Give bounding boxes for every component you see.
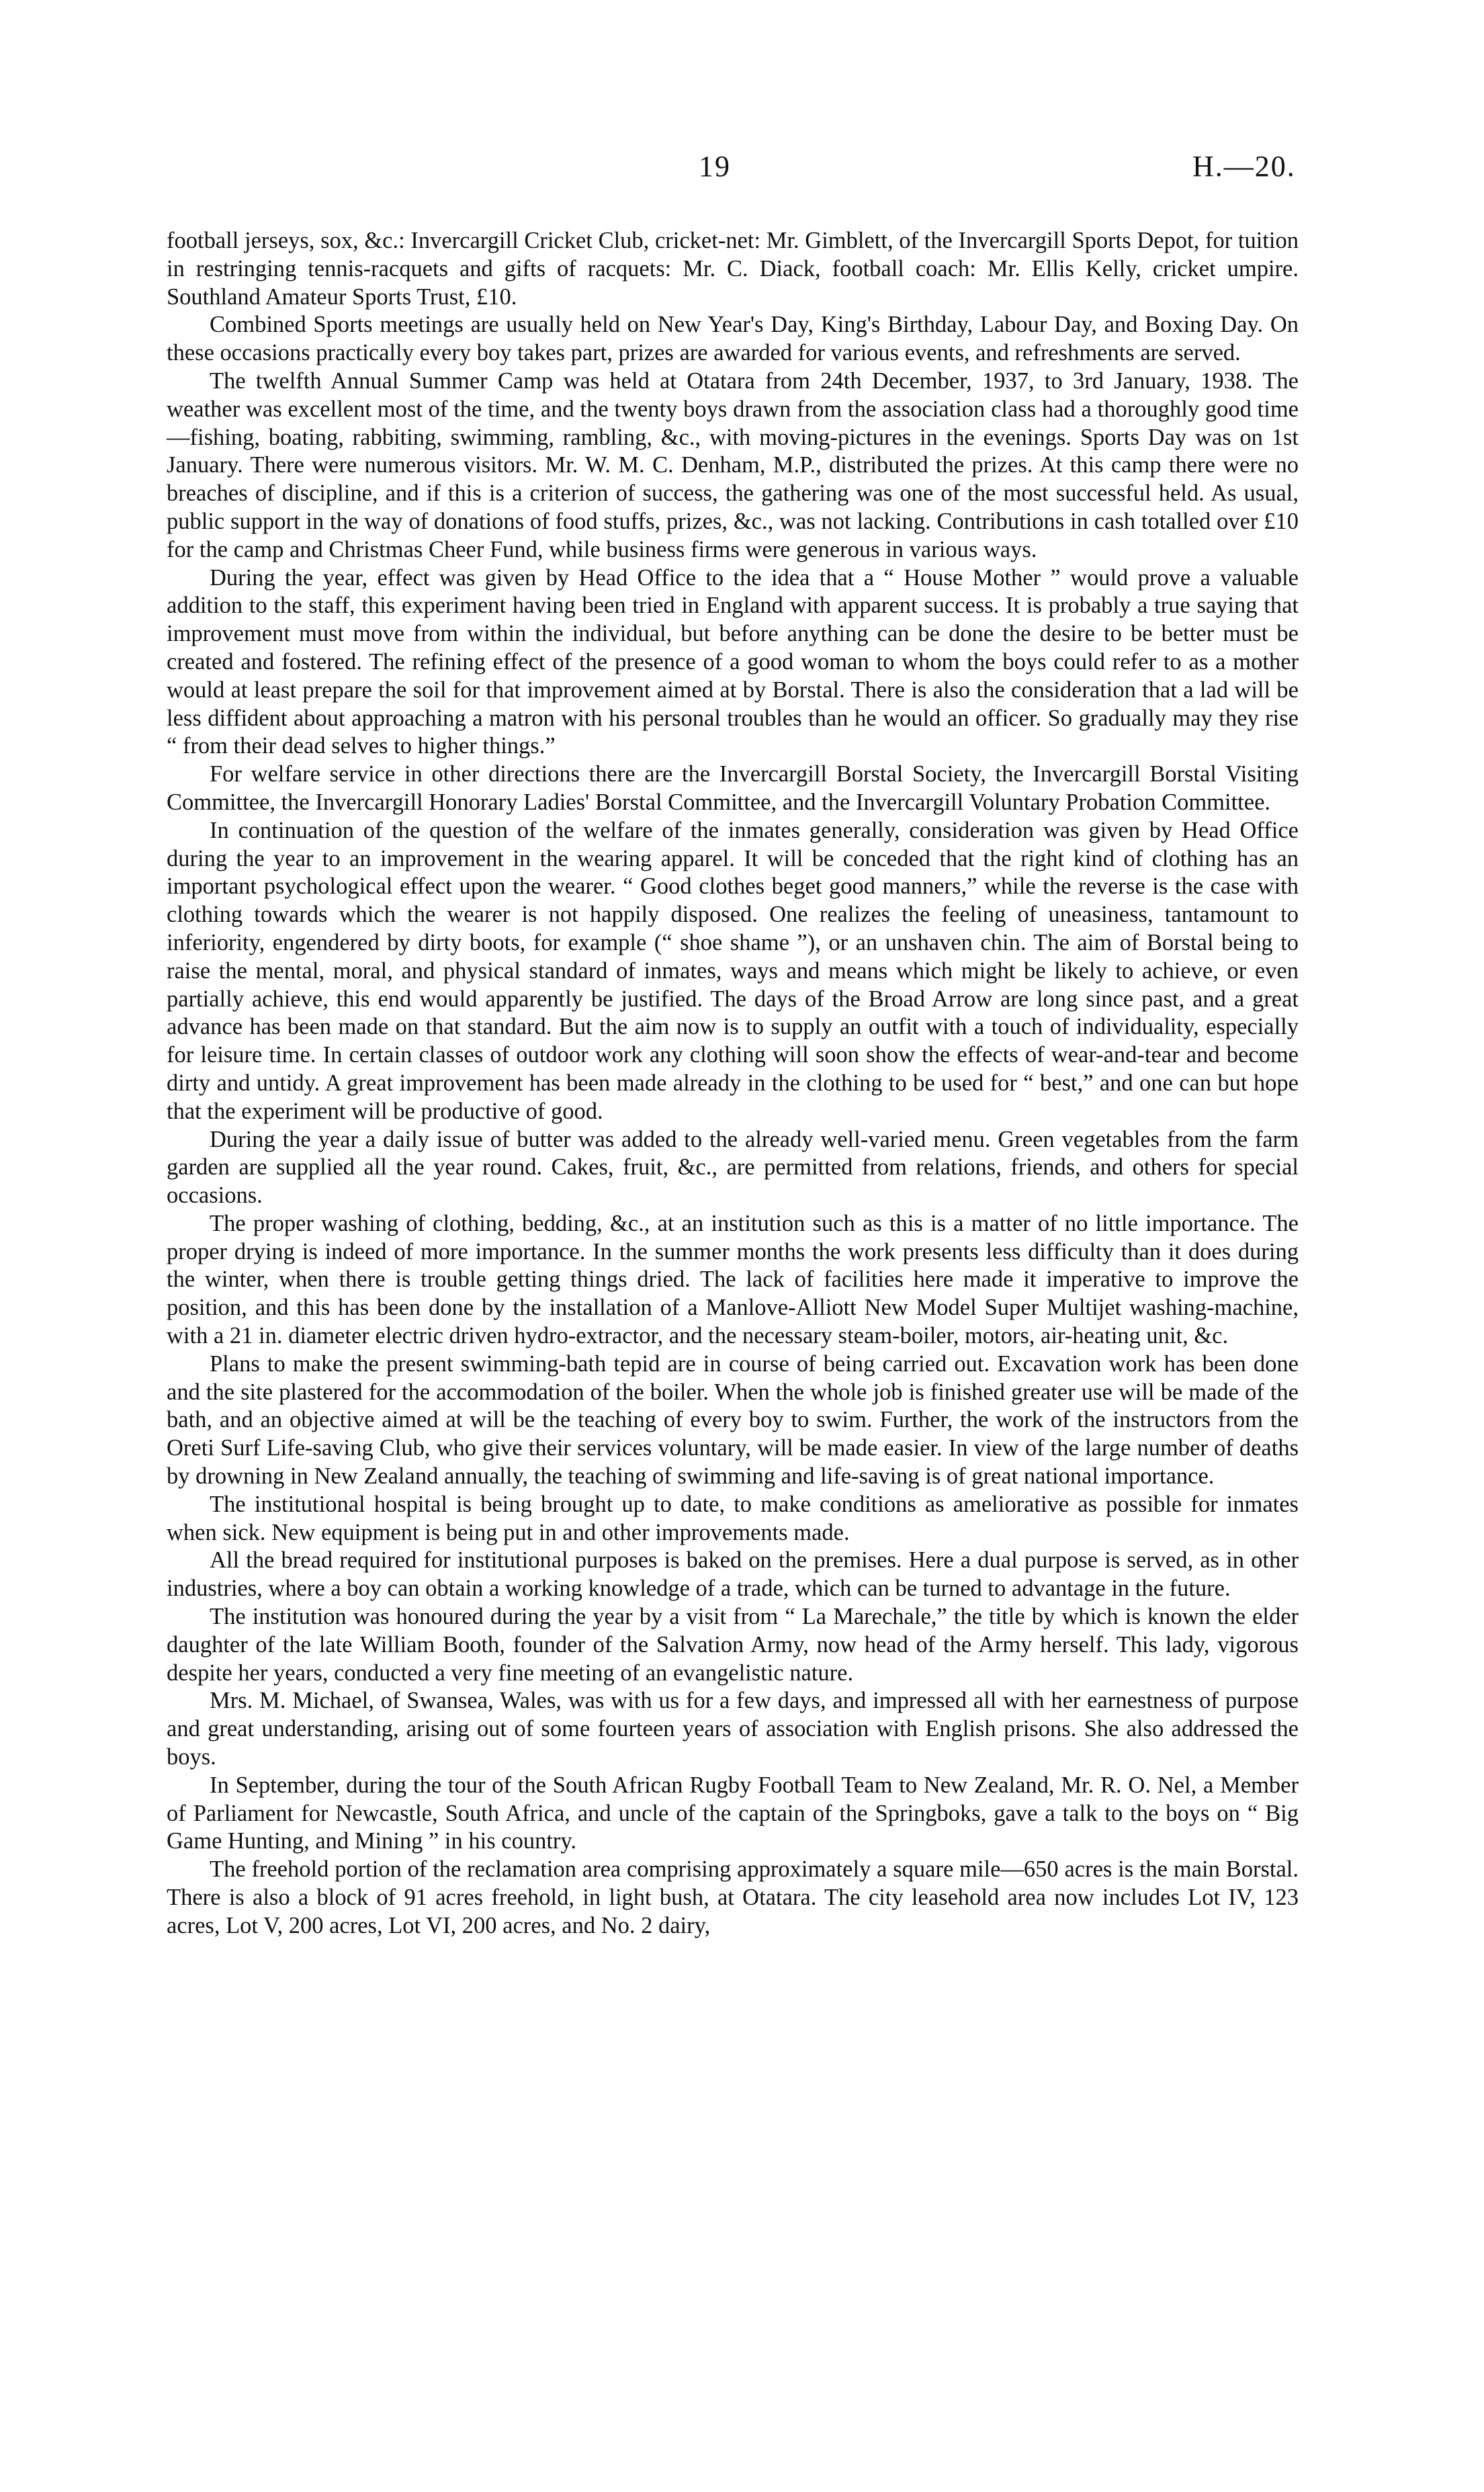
paragraph: Combined Sports meetings are usually held on New Year's Day, King's Birthday, Labour Day, and Boxing Day. On these occasions practically every boy takes part, prizes are awarded for various events, and refreshments are served. (167, 312, 1299, 366)
paragraph: The freehold portion of the reclamation area comprising approximately a square mile—650 acres is the main Borstal. There is also a block of 91 acres freehold, in light bush, at Otatara. The city leasehold area now includes Lot IV, 123 acres, Lot V, 200 acres, Lot VI, 200 acres, and No. 2 dairy, (167, 1856, 1299, 1938)
paragraph: The twelfth Annual Summer Camp was held at Otatara from 24th December, 1937, to 3rd January, 1938. The weather was excellent most of the time, and the twenty boys drawn from the association class had a thoroughly good time—fishing, boating, rabbiting, swimming, rambling, &c., with moving-pictures in the evenings. Sports Day was on 1st January. There were numerous visitors. Mr. W. M. C. Denham, M.P., distributed the prizes. At this camp there were no breaches of discipline, and if this is a criterion of success, the gathering was one of the most successful held. As usual, public support in the way of donations of food stuffs, prizes, &c., was not lacking. Contributions in cash totalled over £10 for the camp and Christmas Cheer Fund, while business firms were generous in various ways. (167, 368, 1299, 562)
paragraph: Plans to make the present swimming-bath tepid are in course of being carried out. Excavation work has been done and the site plastered for the accommodation of the boiler. When the whole job is finished greater use will be made of the bath, and an objective aimed at will be the teaching of every boy to swim. Further, the work of the instructors from the Oreti Surf Life-saving Club, who give their services voluntary, will be made easier. In view of the large number of deaths by drowning in New Zealand annually, the teaching of swimming and life-saving is of great national importance. (167, 1350, 1299, 1490)
paragraph: All the bread required for institutional purposes is baked on the premises. Here a dual purpose is served, as in other industries, where a boy can obtain a working knowledge of a trade, which can be turned to advantage in the future. (167, 1547, 1299, 1602)
paragraph: During the year a daily issue of butter was added to the already well-varied menu. Green vegetables from the farm garden are supplied all the year round. Cakes, fruit, &c., are permitted from relations, friends, and others for special occasions. (167, 1126, 1299, 1209)
paragraph: Mrs. M. Michael, of Swansea, Wales, was with us for a few days, and impressed all with her earnestness of purpose and great understanding, arising out of some fourteen years of association with English prisons. She also addressed the boys. (167, 1688, 1299, 1770)
paragraph: The proper washing of clothing, bedding, &c., at an institution such as this is a matter of no little importance. The proper drying is indeed of more importance. In the summer months the work presents less difficulty than it does during the winter, when there is trouble getting things dried. The lack of facilities here made it imperative to improve the position, and this has been done by the installation of a Manlove-Alliott New Model Super Multijet washing-machine, with a 21 in. diameter electric driven hydro-extractor, and the necessary steam-boiler, motors, air-heating unit, &c. (167, 1210, 1299, 1349)
document-reference: H.—20. (1192, 150, 1296, 183)
paragraph: For welfare service in other directions there are the Invercargill Borstal Society, the Invercargill Borstal Visiting Committee, the Invercargill Honorary Ladies' Borstal Committee, and the Invercargill Voluntary Probation Committee. (167, 761, 1299, 815)
paragraph: The institutional hospital is being brought up to date, to make conditions as ameliorative as possible for inmates when sick. New equipment is being put in and other improvements made. (167, 1491, 1299, 1545)
paragraph: The institution was honoured during the year by a visit from “ La Marechale,” the title by which is known the elder daughter of the late William Booth, founder of the Salvation Army, now head of the Army herself. This lady, vigorous despite her years, conducted a very fine meeting of an evangelistic nature. (167, 1604, 1299, 1686)
paragraph: In continuation of the question of the welfare of the inmates generally, consideration was given by Head Office during the year to an improvement in the wearing apparel. It will be conceded that the right kind of clothing has an important psychological effect upon the wearer. “ Good clothes beget good manners,” while the reverse is the case with clothing towards which the wearer is not happily disposed. One realizes the feeling of uneasiness, tantamount to inferiority, engendered by dirty boots, for example (“ shoe shame ”), or an unshaven chin. The aim of Borstal being to raise the mental, moral, and physical standard of inmates, ways and means which might be likely to achieve, or even partially achieve, this end would apparently be justified. The days of the Broad Arrow are long since past, and a great advance has been made on that standard. But the aim now is to supply an outfit with a touch of individuality, especially for leisure time. In certain classes of outdoor work any clothing will soon show the effects of wear-and-tear and become dirty and untidy. A great improvement has been made already in the clothing to be used for “ best,” and one can but hope that the experiment will be productive of good. (167, 817, 1299, 1124)
paragraph: In September, during the tour of the South African Rugby Football Team to New Zealand, Mr. R. O. Nel, a Member of Parliament for Newcastle, South Africa, and uncle of the captain of the Springboks, gave a talk to the boys on “ Big Game Hunting, and Mining ” in his country. (167, 1772, 1299, 1854)
paragraph: football jerseys, sox, &c.: Invercargill Cricket Club, cricket-net: Mr. Gimblett, of the Invercargill Sports Depot, for tuition in restringing tennis-racquets and gifts of racquets: Mr. C. Diack, football coach: Mr. Ellis Kelly, cricket umpire. Southland Amateur Sports Trust, £10. (167, 228, 1299, 310)
paragraph: During the year, effect was given by Head Office to the idea that a “ House Mother ” would prove a valuable addition to the staff, this experiment having been tried in England with apparent success. It is probably a true saying that improvement must move from within the individual, but before anything can be done the desire to be better must be created and fostered. The refining effect of the presence of a good woman to whom the boys could refer to as a mother would at least prepare the soil for that improvement aimed at by Borstal. There is also the consideration that a lad will be less diffident about approaching a matron with his personal troubles than he would an officer. So gradually may they rise “ from their dead selves to higher things.” (167, 564, 1299, 759)
body-text (167, 227, 1299, 1940)
page-number: 19 (699, 150, 731, 183)
